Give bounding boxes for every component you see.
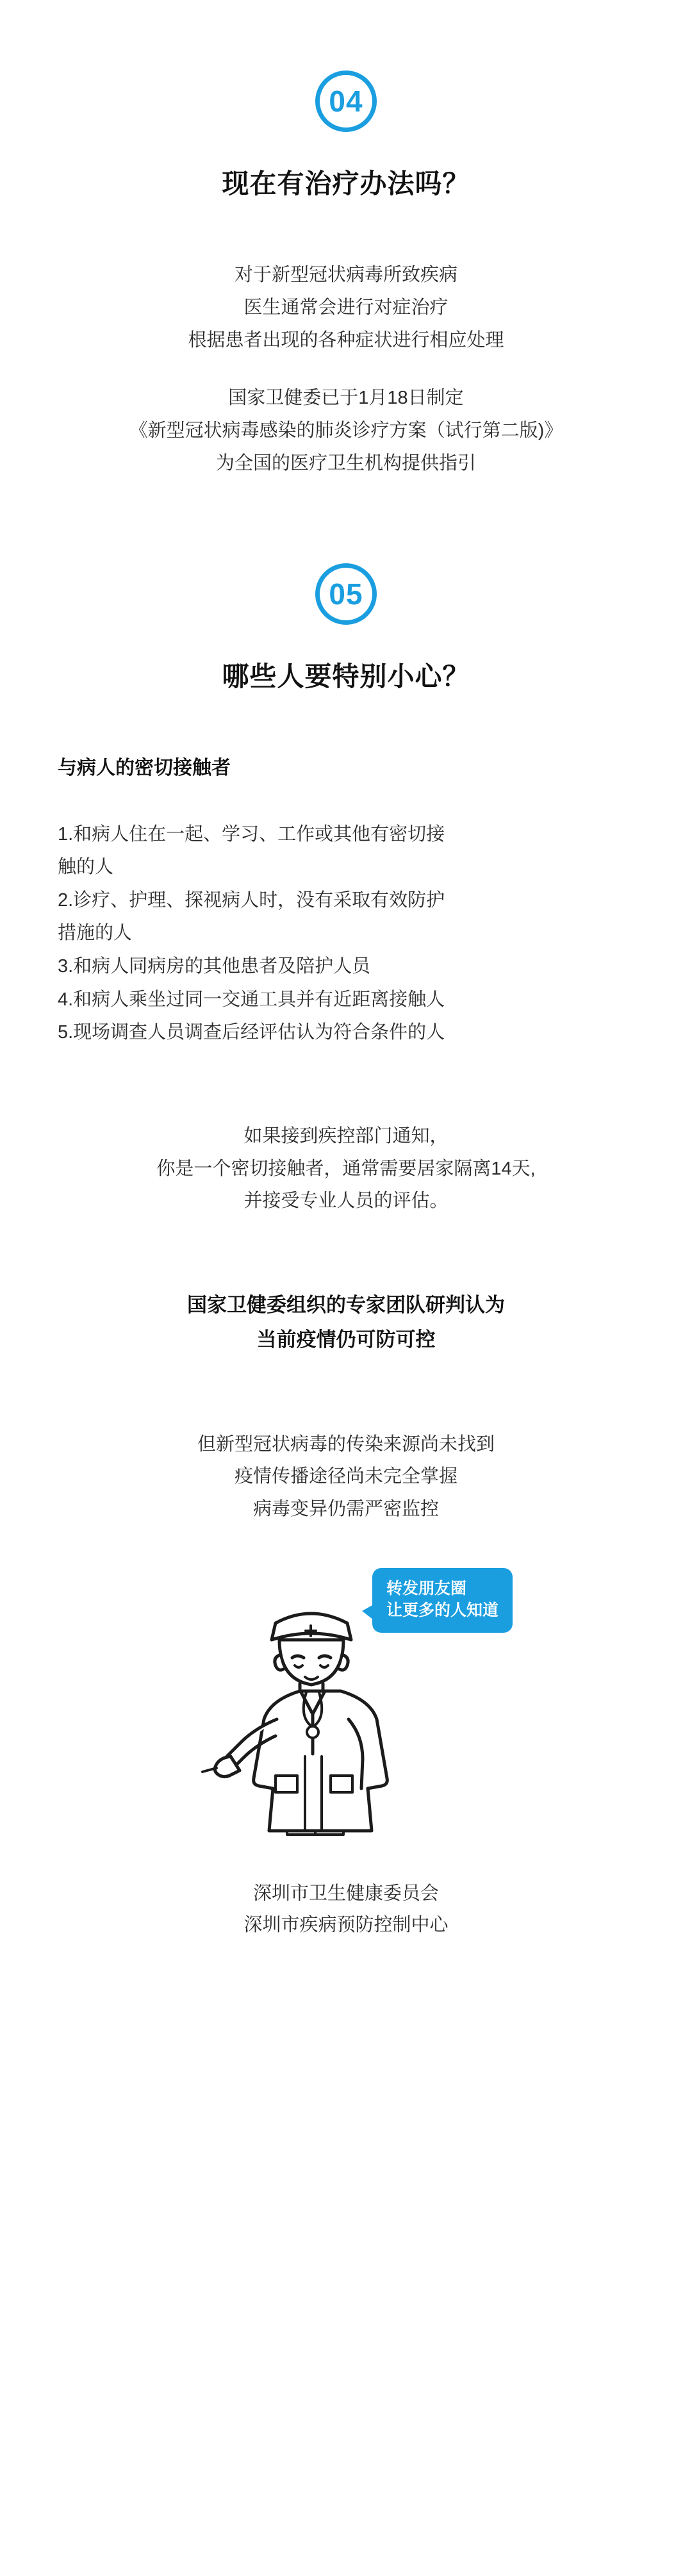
- section-number-badge: 05: [315, 563, 377, 625]
- text-line: 为全国的医疗卫生机构提供指引: [215, 452, 476, 474]
- text-line: 根据患者出现的各种症状进行相应处理: [188, 329, 504, 351]
- section-04-title: 现在有治疗办法吗？: [222, 169, 470, 199]
- warning-block: [58, 1428, 634, 1526]
- text-line: 国家卫健委组织的专家团队研判认为: [187, 1294, 505, 1317]
- section-05-subheading: 与病人的密切接触者: [58, 757, 231, 779]
- list-item: 触的人: [58, 857, 114, 878]
- list-item: 措施的人: [58, 923, 133, 944]
- bubble-line: 转发朋友圈: [386, 1579, 466, 1598]
- list-item: 5.现场调查人员调查后经评估认为符合条件的人: [58, 1022, 445, 1043]
- text-line: 对于新型冠状病毒所致疾病: [234, 265, 457, 285]
- footer-line: 深圳市疾病预防控制中心: [243, 1915, 449, 1936]
- section-04-badge-wrap: [58, 70, 634, 132]
- text-line: 但新型冠状病毒的传染来源尚未找到: [197, 1433, 495, 1455]
- list-item: 3.和病人同病房的其他患者及陪护人员: [58, 955, 371, 977]
- bubble-line: 让更多的人知道: [386, 1601, 498, 1619]
- section-04-paragraph-1: [58, 259, 634, 356]
- text-line: 《新型冠状病毒感染的肺炎诊疗方案（试行第二版)》: [129, 420, 563, 441]
- illustration-area: [58, 1564, 634, 1840]
- footer-organizations: [58, 1878, 634, 1942]
- section-05-badge-wrap: [58, 563, 634, 625]
- text-line: 当前疫情仍可防可控: [256, 1328, 436, 1351]
- text-line: 如果接到疾控部门通知，: [243, 1125, 449, 1146]
- quarantine-notice: [58, 1120, 634, 1218]
- close-contact-list: [58, 818, 634, 1050]
- text-line: 并接受专业人员的评估。: [243, 1191, 449, 1212]
- text-line: 医生通常会进行对症治疗: [243, 297, 449, 318]
- doctor-pointing-illustration: [179, 1564, 513, 1840]
- section-05-title: 哪些人要特别小心？: [222, 661, 470, 691]
- list-item: 1.和病人住在一起、学习、工作或其他有密切接: [58, 823, 445, 845]
- list-item: 2.诊疗、护理、探视病人时，没有采取有效防护: [58, 889, 445, 911]
- text-line: 病毒变异仍需严密监控: [252, 1499, 439, 1520]
- share-speech-bubble: [372, 1568, 513, 1633]
- section-number-badge: 04: [315, 70, 377, 132]
- section-04-paragraph-2: [58, 382, 634, 479]
- list-item: 4.和病人乘坐过同一交通工具并有近距离接触人: [58, 989, 445, 1010]
- text-line: 你是一个密切接触者，通常需要居家隔离14天,: [156, 1158, 536, 1179]
- expert-conclusion: [58, 1288, 634, 1358]
- text-line: 疫情传播途径尚未完全掌握: [234, 1466, 457, 1487]
- text-line: 国家卫健委已于1月18日制定: [228, 388, 464, 409]
- footer-line: 深圳市卫生健康委员会: [252, 1883, 439, 1904]
